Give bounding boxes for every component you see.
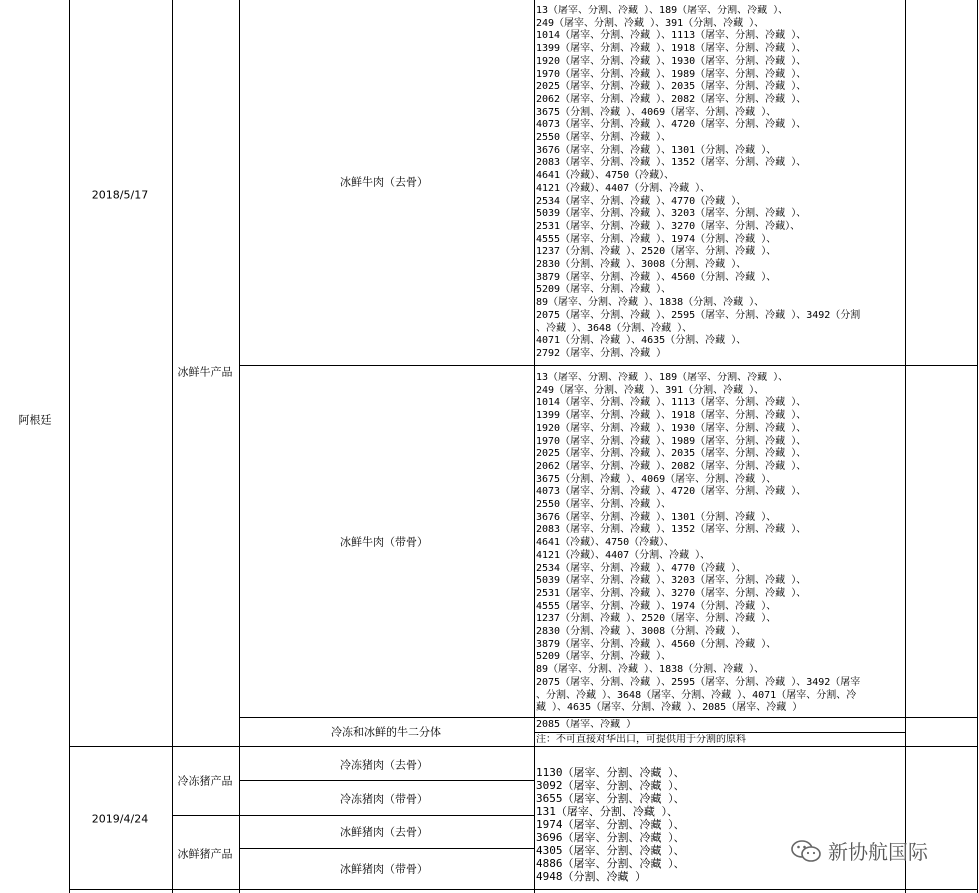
table-border (239, 717, 977, 718)
table-border (239, 365, 977, 366)
table-border (534, 732, 905, 733)
product-cell: 冷冻猪肉（带骨） (340, 792, 428, 806)
category-cell: 冰鲜猪产品 (177, 847, 233, 861)
category-cell: 冰鲜牛产品 (177, 365, 233, 379)
product-cell: 冰鲜牛肉（带骨） (340, 535, 428, 549)
table-border (69, 889, 977, 890)
product-cell: 冰鲜牛肉（去骨） (340, 175, 428, 189)
product-cell: 冷冻和冰鲜的牛二分体 (331, 725, 441, 739)
table-border (905, 0, 906, 893)
table-border (69, 0, 70, 893)
table-border (239, 780, 534, 781)
plant-list-beef-bone-in: 13（屠宰、分割、冷藏 ）、189（屠宰、分割、冷藏 ）、 249（屠宰、分割、冷藏 ）、391（分割、冷藏 ）、 1014（屠宰、分割、冷藏 ）、1113（屠宰、分割、冷藏 ）、 1399（屠宰、分割、冷藏 ）、1918（屠宰、分割、冷藏 ）、 1920（屠宰、分割、冷藏 ）、1930（屠宰、分割、冷藏 ）、 1970（屠宰、分割、冷藏 ）、1989（屠宰、分割、冷藏 ）、 2025（屠宰、分割、冷藏 ）、2035（屠宰、分割、冷藏 ）、 2062（屠宰、分割、冷藏 ）、2082（屠宰、分割、冷藏 ）、 3675（分割、冷藏 ）、4069（屠宰、分割、冷藏 ）、 4073（屠宰、分割、冷藏 ）、4720（屠宰、分割、冷藏 ）、 2550（屠宰、分割、冷藏 ）、 3676（屠宰、分割、冷藏 ）、1301（分割、冷藏 ）、 2083（屠宰、分割、冷藏 ）、1352（屠宰、分割、冷藏 ）、 4641（冷藏）、4750（冷藏）、 4121（冷藏）、4407（分割、冷藏 ）、 2534（屠宰、分割、冷藏 ）、4770（冷藏 ）、 5039（屠宰、分割、冷藏 ）、3203（屠宰、分割、冷藏 ）、 2531（屠宰、分割、冷藏 ）、3270（屠宰、分割、冷藏 ）、 4555（屠宰、分割、冷藏 ）、1974（分割、冷藏 ）、 1237（分割、冷藏 ）、2520（屠宰、分割、冷藏 ）、 2830（分割、冷藏 ）、3008（分割、冷藏 ）、 3879（屠宰、分割、冷藏 ）、4560（分割、冷藏 ）、 5209（屠宰、分割、冷藏 ）、 89（屠宰、分割、冷藏 ）、1838（分割、冷藏 ）、 2075（屠宰、分割、冷藏 ）、2595（屠宰、分割、冷藏 ）、3492（屠宰 、分割、冷藏 ）、3648（屠宰、分割、冷藏 ）、4071（屠宰、分割、冷 藏 ）、4635（屠宰、分割、冷藏 ）、2085（屠宰、冷藏 ） (536, 372, 861, 714)
watermark (790, 836, 928, 865)
table-border (977, 0, 978, 893)
plant-list-pork: 1130（屠宰、分割、冷藏 ）、 3092（屠宰、分割、冷藏 ）、 3655（屠宰、分割、冷藏 ）、 131（屠宰、分割、冷藏 ）、 1974（屠宰、分割、冷藏 ）、 3696（屠宰、分割、冷藏 ）、 4305（屠宰、分割、冷藏 ）、 4886（屠宰、分割、冷藏 ）、 4948（分割、冷藏 ） (536, 766, 685, 883)
wechat-icon (790, 838, 822, 864)
plant-list-note: 注：不可直接对华出口，可提供用于分割的原料 (536, 734, 746, 745)
table-border (172, 815, 534, 816)
table-border (239, 0, 240, 893)
table-border (239, 848, 534, 849)
product-cell: 冰鲜猪肉（去骨） (340, 825, 428, 839)
table-border (172, 0, 173, 893)
plant-list-beef-boneless: 13（屠宰、分割、冷藏 ）、189（屠宰、分割、冷藏 ）、 249（屠宰、分割、冷藏 ）、391（分割、冷藏 ）、 1014（屠宰、分割、冷藏 ）、1113（屠宰、分割、冷藏 ）、 1399（屠宰、分割、冷藏 ）、1918（屠宰、分割、冷藏 ）、 1920（屠宰、分割、冷藏 ）、1930（屠宰、分割、冷藏 ）、 1970（屠宰、分割、冷藏 ）、1989（屠宰、分割、冷藏 ）、 2025（屠宰、分割、冷藏 ）、2035（屠宰、分割、冷藏 ）、 2062（屠宰、分割、冷藏 ）、2082（屠宰、分割、冷藏 ）、 3675（分割、冷藏 ）、4069（屠宰、分割、冷藏 ）、 4073（屠宰、分割、冷藏 ）、4720（屠宰、分割、冷藏 ）、 2550（屠宰、分割、冷藏 ）、 3676（屠宰、分割、冷藏 ）、1301（分割、冷藏 ）、 2083（屠宰、分割、冷藏 ）、1352（屠宰、分割、冷藏 ）、 4641（冷藏）、4750（冷藏）、 4121（冷藏）、4407（分割、冷藏 ）、 2534（屠宰、分割、冷藏 ）、4770（冷藏 ）、 5039（屠宰、分割、冷藏 ）、3203（屠宰、分割、冷藏 ）、 2531（屠宰、分割、冷藏 ）、3270（屠宰、分割、冷藏）、 4555（屠宰、分割、冷藏 ）、1974（分割、冷藏 ）、 1237（分割、冷藏 ）、2520（屠宰、分割、冷藏 ）、 2830（分割、冷藏 ）、3008（分割、冷藏 ）、 3879（屠宰、分割、冷藏 ）、4560（分割、冷藏 ）、 5209（屠宰、分割、冷藏 ）、 89（屠宰、分割、冷藏 ）、1838（分割、冷藏 ）、 2075（屠宰、分割、冷藏 ）、2595（屠宰、分割、冷藏 ）、3492（分割 、冷藏 ）、3648（分割、冷藏 ）、 4071（分割、冷藏 ）、4635（分割、冷藏 ）、 2792（屠宰、分割、冷藏 ） (536, 5, 861, 359)
watermark-text: 新协航国际 (828, 840, 928, 864)
plant-list-beef-quarter: 2085（屠宰、冷藏 ） (536, 719, 637, 730)
category-cell: 冷冻猪产品 (177, 774, 233, 788)
product-cell: 冰鲜猪肉（带骨） (340, 862, 428, 876)
product-cell: 冷冻猪肉（去骨） (340, 758, 428, 772)
table-border (534, 0, 535, 893)
date-cell: 2019/4/24 (91, 812, 149, 826)
country-cell: 阿根廷 (18, 413, 52, 427)
date-cell: 2018/5/17 (91, 188, 149, 202)
